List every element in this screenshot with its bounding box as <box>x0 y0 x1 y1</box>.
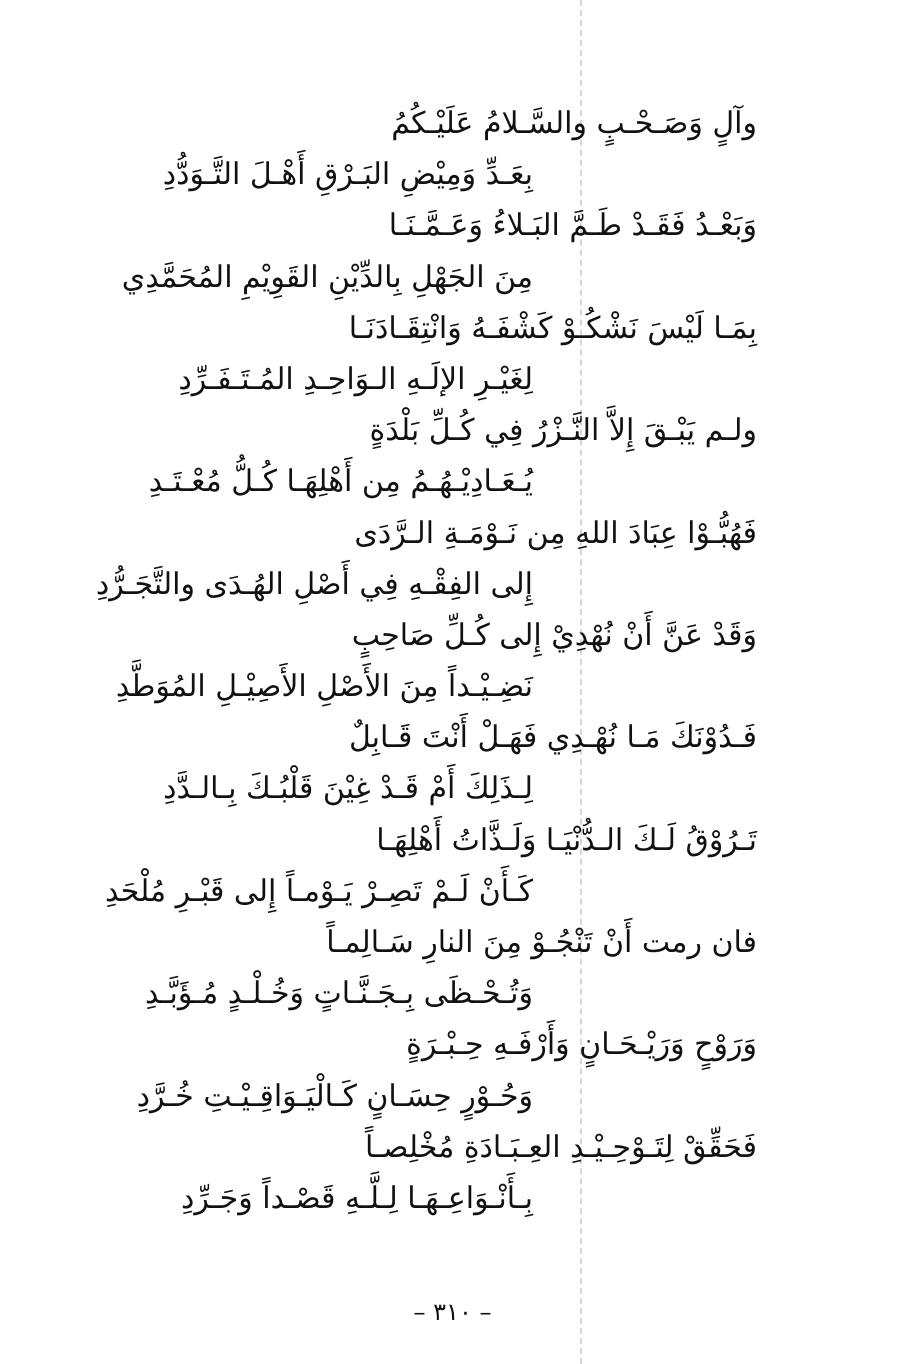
hemistich-first: وَرَوْحٍ وَرَيْـحَـانٍ وَأَرْفَـهِ حِـبْـرَةٍ <box>406 1027 757 1063</box>
hemistich-second: لِغَيْـرِ الإلَـهِ الـوَاحِـدِ المُـتَـفَـرِّدِ <box>178 361 533 397</box>
verse-line-4 <box>0 252 905 303</box>
verse-line-14 <box>0 763 905 814</box>
verse-line-18 <box>0 968 905 1019</box>
verse-line-13 <box>0 712 905 763</box>
hemistich-second: بِعَـدِّ وَمِيْضِ البَـرْقِ أَهْـلَ التَّـوَدُّدِ <box>162 157 533 193</box>
poem <box>0 98 905 1224</box>
verse-line-19 <box>0 1019 905 1070</box>
hemistich-first: تَـرُوْقُ لَـكَ الـدُّنْيَـا وَلَـذَّاتُ أَهْلِهَـا <box>376 822 757 858</box>
hemistich-second: كَـأَنْ لَـمْ تَصِـرْ يَـوْمـاً إِلى قَبْـرِ مُلْحَدِ <box>104 873 533 909</box>
hemistich-first: وَقَدْ عَنَّ أَنْ نُهْدِيْ إِلى كُـلِّ صَاحِبٍ <box>351 617 757 653</box>
verse-line-21 <box>0 1122 905 1173</box>
verse-line-2 <box>0 149 905 200</box>
hemistich-first: فَهُبُّـوْا عِبَادَ اللهِ مِن نَـوْمَـةِ الـرَّدَى <box>354 515 757 551</box>
verse-line-16 <box>0 866 905 917</box>
hemistich-first: وَبَعْـدُ فَقَـدْ طَـمَّ البَـلاءُ وَعَـمَّـنَـا <box>388 208 757 244</box>
verse-line-9 <box>0 508 905 559</box>
verse-line-12 <box>0 661 905 712</box>
hemistich-first: فَـدُوْنَكَ مَـا نُهْـدِي فَهَـلْ أَنْتَ قَـابِلٌ <box>348 720 757 756</box>
hemistich-first: ولـم يَبْـقَ إِلاَّ النَّـزْرُ فِي كُـلِّ بَلْدَةٍ <box>369 413 757 449</box>
hemistich-second: مِنَ الجَهْلِ بِالدِّيْنِ القَوِيْمِ المُحَمَّدِي <box>121 259 533 295</box>
verse-line-7 <box>0 405 905 456</box>
verse-line-10 <box>0 559 905 610</box>
verse-line-8 <box>0 456 905 507</box>
hemistich-first: فَحَقِّقْ لِتَـوْحِـيْـدِ العِـبَـادَةِ مُخْلِصـاً <box>364 1129 757 1165</box>
verse-line-3 <box>0 200 905 251</box>
hemistich-first: فان رمت أَنْ تَنْجُـوْ مِنَ النارِ سَـالِمـاً <box>326 925 757 960</box>
hemistich-second: إِلى الفِقْـهِ فِي أَصْلِ الهُـدَى والتَّجَـرُّدِ <box>95 566 533 602</box>
verse-line-11 <box>0 610 905 661</box>
verse-line-22 <box>0 1173 905 1224</box>
verse-line-5 <box>0 303 905 354</box>
hemistich-second: وَتُـحْـظَى بِـجَـنَّـاتٍ وَخُـلْـدٍ مُـؤَبَّـدِ <box>144 976 533 1012</box>
hemistich-first: وآلٍ وَصَـحْـبٍ والسَّـلامُ عَلَيْـكُمُ <box>391 106 757 141</box>
hemistich-second: وَحُـوْرٍ حِسَـانٍ كَـالْيَـوَاقِـيْـتِ خُـرَّدِ <box>136 1078 533 1114</box>
hemistich-second: بِـأَنْـوَاعِـهَـا لِـلَّـهِ قَصْـداً وَجَـرِّدِ <box>180 1180 533 1216</box>
hemistich-first: بِمَـا لَيْسَ نَشْكُـوْ كَشْفَـهُ وَانْتِقَـادَنَـا <box>348 310 757 346</box>
verse-line-6 <box>0 354 905 405</box>
hemistich-second: نَضِـيْـداً مِنَ الأَصْلِ الأَصِيْـلِ المُوَطَّدِ <box>115 669 533 705</box>
verse-line-17 <box>0 917 905 968</box>
verse-line-1 <box>0 98 905 149</box>
page-number: – ٣١٠ – <box>413 1298 492 1326</box>
verse-line-20 <box>0 1071 905 1122</box>
verse-line-15 <box>0 815 905 866</box>
hemistich-second: يُـعَـادِيْـهُـمُ مِن أَهْلِهَـا كُـلُّ مُعْـتَـدِ <box>148 464 533 500</box>
hemistich-second: لِـذَلِكَ أَمْ قَـدْ غِيْنَ قَلْبُـكَ بِـالـدَّدِ <box>163 771 533 807</box>
